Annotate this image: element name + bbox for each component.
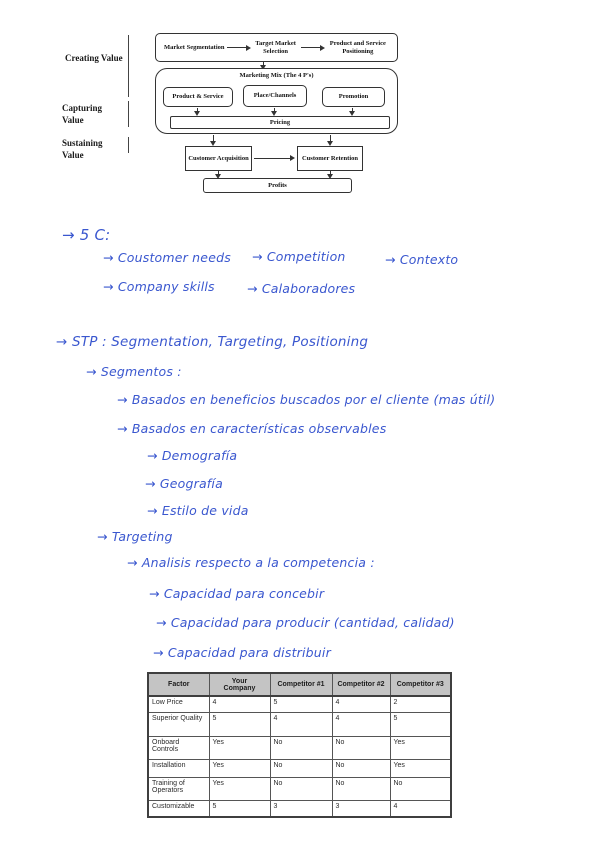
- row-factor: Low Price: [148, 696, 209, 712]
- down-arrow-icon: [349, 108, 356, 116]
- table-cell: 3: [270, 800, 332, 817]
- table-cell: No: [270, 736, 332, 759]
- profits-box: Profits: [203, 178, 352, 193]
- table-header-row: [148, 673, 451, 696]
- row-factor: Onboard Controls: [148, 736, 209, 759]
- table-cell: 5: [209, 712, 270, 736]
- table-cell: 4: [390, 800, 451, 817]
- th-competitor-3: Competitor #3: [390, 673, 451, 696]
- note-stp-heading: → STP : Segmentation, Targeting, Positioning: [56, 334, 369, 350]
- table-cell: Yes: [209, 777, 270, 800]
- table-cell: Yes: [209, 759, 270, 777]
- note-competition: → Competition: [252, 249, 346, 264]
- table-row: [148, 712, 451, 736]
- note-segmento-caracteristicas: → Basados en características observables: [117, 421, 387, 436]
- label-sustaining-value: Sustaining Value: [62, 138, 103, 160]
- note-geografia: → Geografía: [145, 476, 223, 491]
- table-row: [148, 800, 451, 817]
- th-competitor-2: Competitor #2: [332, 673, 390, 696]
- market-segmentation-label: Market Segmentation: [164, 43, 225, 51]
- bracket-line-capturing: [128, 101, 129, 127]
- row-factor: Superior Quality: [148, 712, 209, 736]
- down-arrow-icon: [194, 108, 201, 116]
- note-contexto: → Contexto: [385, 252, 459, 267]
- table-row: [148, 696, 451, 712]
- table-cell: 2: [390, 696, 451, 712]
- row-factor: Training of Operators: [148, 777, 209, 800]
- note-company-skills: → Company skills: [103, 279, 215, 294]
- table-cell: 5: [390, 712, 451, 736]
- table-cell: Yes: [390, 736, 451, 759]
- table-cell: No: [332, 759, 390, 777]
- note-capacidad-concebir: → Capacidad para concebir: [149, 586, 325, 601]
- table-cell: Yes: [390, 759, 451, 777]
- competitor-table-wrap: [147, 672, 452, 818]
- pricing-box: Pricing: [170, 116, 390, 129]
- table-cell: No: [390, 777, 451, 800]
- note-segmento-beneficios: → Basados en beneficios buscados por el cliente (mas útil): [117, 392, 496, 407]
- down-arrow-icon: [210, 135, 217, 146]
- note-targeting-heading: → Targeting: [97, 529, 173, 544]
- table-cell: Yes: [209, 736, 270, 759]
- label-creating-value: Creating Value: [65, 53, 123, 63]
- note-capacidad-distribuir: → Capacidad para distribuir: [153, 645, 331, 660]
- th-factor: Factor: [148, 673, 209, 696]
- table-cell: 4: [270, 712, 332, 736]
- right-arrow-icon: [301, 44, 325, 51]
- note-segmentos-heading: → Segmentos :: [86, 364, 182, 379]
- table-cell: No: [270, 777, 332, 800]
- table-cell: 5: [209, 800, 270, 817]
- note-5c-heading: → 5 C:: [62, 226, 111, 244]
- target-market-selection-label: Target Market Selection: [255, 40, 296, 55]
- row-factor: Customizable: [148, 800, 209, 817]
- bracket-line-creating: [128, 35, 129, 97]
- stp-flow-box: [155, 33, 398, 62]
- table-cell: No: [270, 759, 332, 777]
- th-competitor-1: Competitor #1: [270, 673, 332, 696]
- note-customer-needs: → Coustomer needs: [103, 250, 231, 265]
- table-row: [148, 736, 451, 759]
- marketing-mix-title: Marketing Mix (The 4 P's): [239, 72, 314, 79]
- place-channels-box: Place/Channels: [243, 85, 307, 107]
- table-cell: 3: [332, 800, 390, 817]
- customer-retention-box: Customer Retention: [297, 146, 363, 171]
- row-factor: Installation: [148, 759, 209, 777]
- table-cell: 5: [270, 696, 332, 712]
- down-arrow-icon: [271, 108, 278, 116]
- down-arrow-icon: [327, 135, 334, 146]
- table-cell: No: [332, 777, 390, 800]
- note-estilo-de-vida: → Estilo de vida: [147, 503, 249, 518]
- competitor-table: [147, 672, 452, 818]
- bracket-line-sustaining: [128, 137, 129, 153]
- right-arrow-icon: [254, 155, 295, 162]
- table-cell: 4: [332, 696, 390, 712]
- table-cell: No: [332, 736, 390, 759]
- product-service-positioning-label: Product and Service Positioning: [329, 40, 386, 55]
- note-analisis-competencia: → Analisis respecto a la competencia :: [127, 555, 375, 570]
- customer-acquisition-box: Customer Acquisition: [185, 146, 252, 171]
- table-cell: 4: [209, 696, 270, 712]
- table-row: [148, 759, 451, 777]
- product-service-box: Product & Service: [163, 87, 233, 107]
- th-your-company: Your Company: [209, 673, 270, 696]
- label-capturing-value: Capturing Value: [62, 103, 103, 125]
- promotion-box: Promotion: [322, 87, 385, 107]
- note-colaboradores: → Calaboradores: [247, 281, 356, 296]
- table-cell: 4: [332, 712, 390, 736]
- right-arrow-icon: [227, 44, 251, 51]
- note-capacidad-producir: → Capacidad para producir (cantidad, calidad): [156, 615, 455, 630]
- table-row: [148, 777, 451, 800]
- note-demografia: → Demografía: [147, 448, 238, 463]
